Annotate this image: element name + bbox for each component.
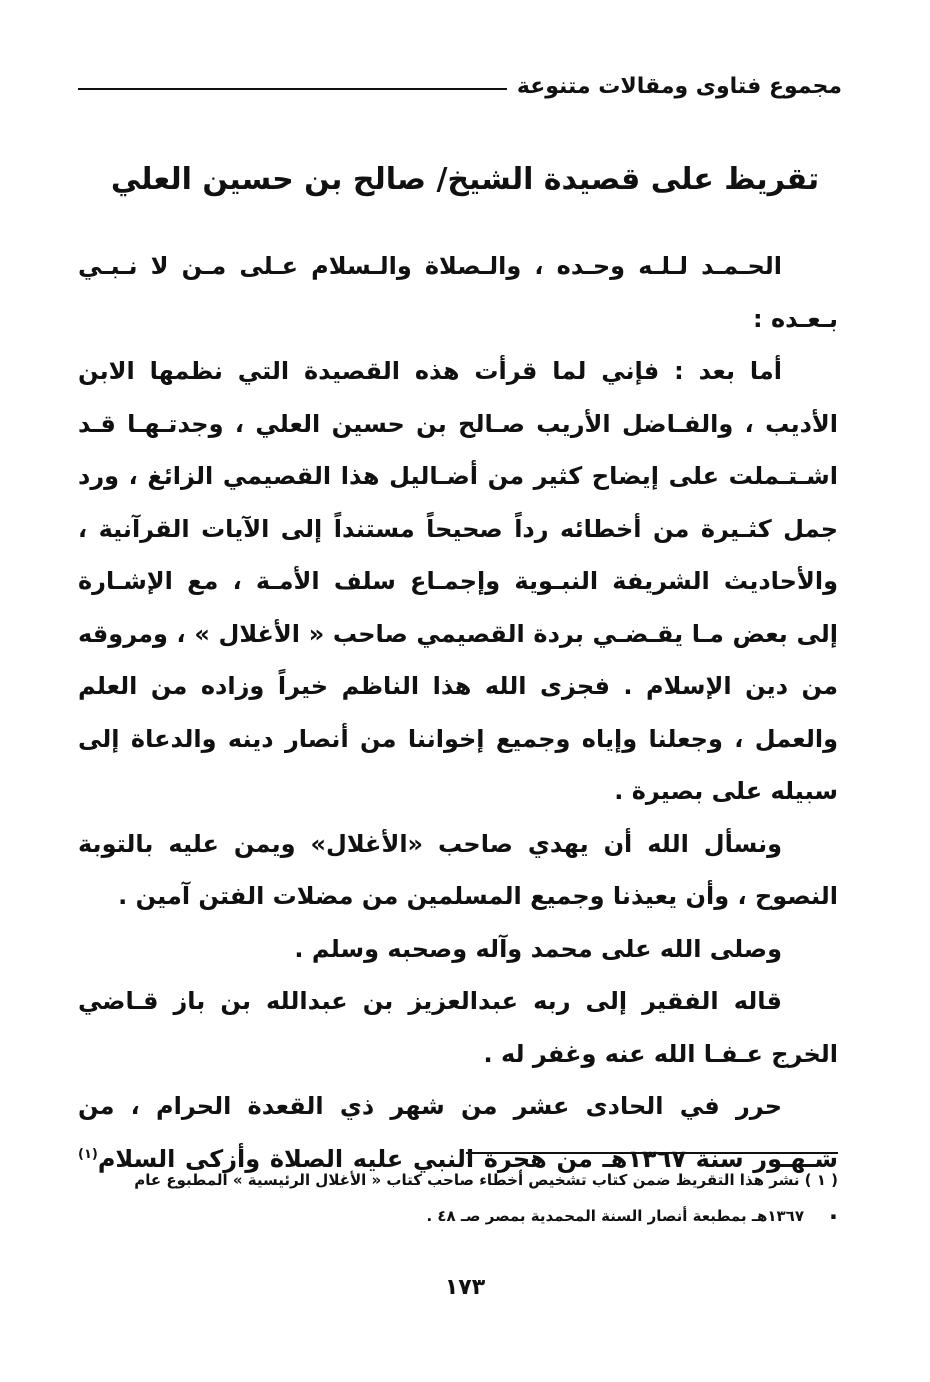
footnote-marker: (١)	[78, 1146, 98, 1162]
body-text	[78, 240, 838, 1238]
date-text: حرر في الحادى عشر من شهر ذي القعدة الحرام ، من شـهـور سنة ١٣٦٧هـ من هجرة النبي عليه الصلاة وأزكى السلام	[78, 1092, 838, 1173]
page-number: ١٧٣	[444, 1275, 486, 1300]
paragraph-supplication: ونسأل الله أن يهدي صاحب «الأغلال» ويمن عليه بالتوبة النصوح ، وأن يعيذنا وجميع المسلمين من مضلات الفتن آمين .	[78, 829, 838, 910]
date-text-end: .	[828, 1197, 838, 1225]
footnote-line-2: ١٣٦٧هـ بمطبعة أنصار السنة المحمدية بمصر صـ ٤٨ .	[426, 1207, 804, 1225]
paragraph-opening: الحـمـد لـلـه وحـده ، والـصلاة والـسلام عـلى مـن لا نـبـي بـعـده :	[78, 252, 838, 333]
footnote-line-1: ( ١ ) نشر هذا التقريظ ضمن كتاب تشخيص أخطاء صاحب كتاب « الأغلال الرئيسية » المطبوع عام	[134, 1171, 838, 1189]
header-rule	[78, 88, 507, 90]
running-header-title: مجموع فتاوى ومقالات متنوعة	[516, 73, 842, 99]
footnote-rule	[466, 1152, 838, 1154]
paragraph-blessing: وصلى الله على محمد وآله وصحبه وسلم .	[294, 934, 782, 963]
page-title: تقريظ على قصيدة الشيخ/ صالح بن حسين العلي	[110, 162, 820, 197]
running-header	[78, 66, 842, 106]
paragraph-main: أما بعد : فإني لما قرأت هذه القصيدة التي نظمها الابن الأديب ، والفـاضل الأريب صـالح بن حسين العلي ، وجدتـهـا قـد اشـتـملت على إيضاح كثير من أضـاليل هذا القصيمي الزائغ ، ورد جمل كثـيرة من أخطائه رداً صحيحاً مستنداً إلى الآيات القرآنية ، والأحاديث الشريفة النبـوية وإجمـاع سلف الأمـة ، مع الإشـارة إلى بعض مـا يقـضـي بردة القصيمي صاحب « الأغلال » ، ومروقه من دين الإسلام . فجزى الله هذا الناظم خيراً وزاده من العلم والعمل ، وجعلنا وإياه وجميع إخواننا من أنصار دينه والدعاة إلى سبيله على بصيرة .	[78, 357, 838, 805]
footnote	[110, 1162, 838, 1234]
paragraph-signature: قاله الفقير إلى ربه عبدالعزيز بن عبدالله بن باز قـاضي الخرج عـفـا الله عنه وغفر له .	[78, 987, 838, 1068]
